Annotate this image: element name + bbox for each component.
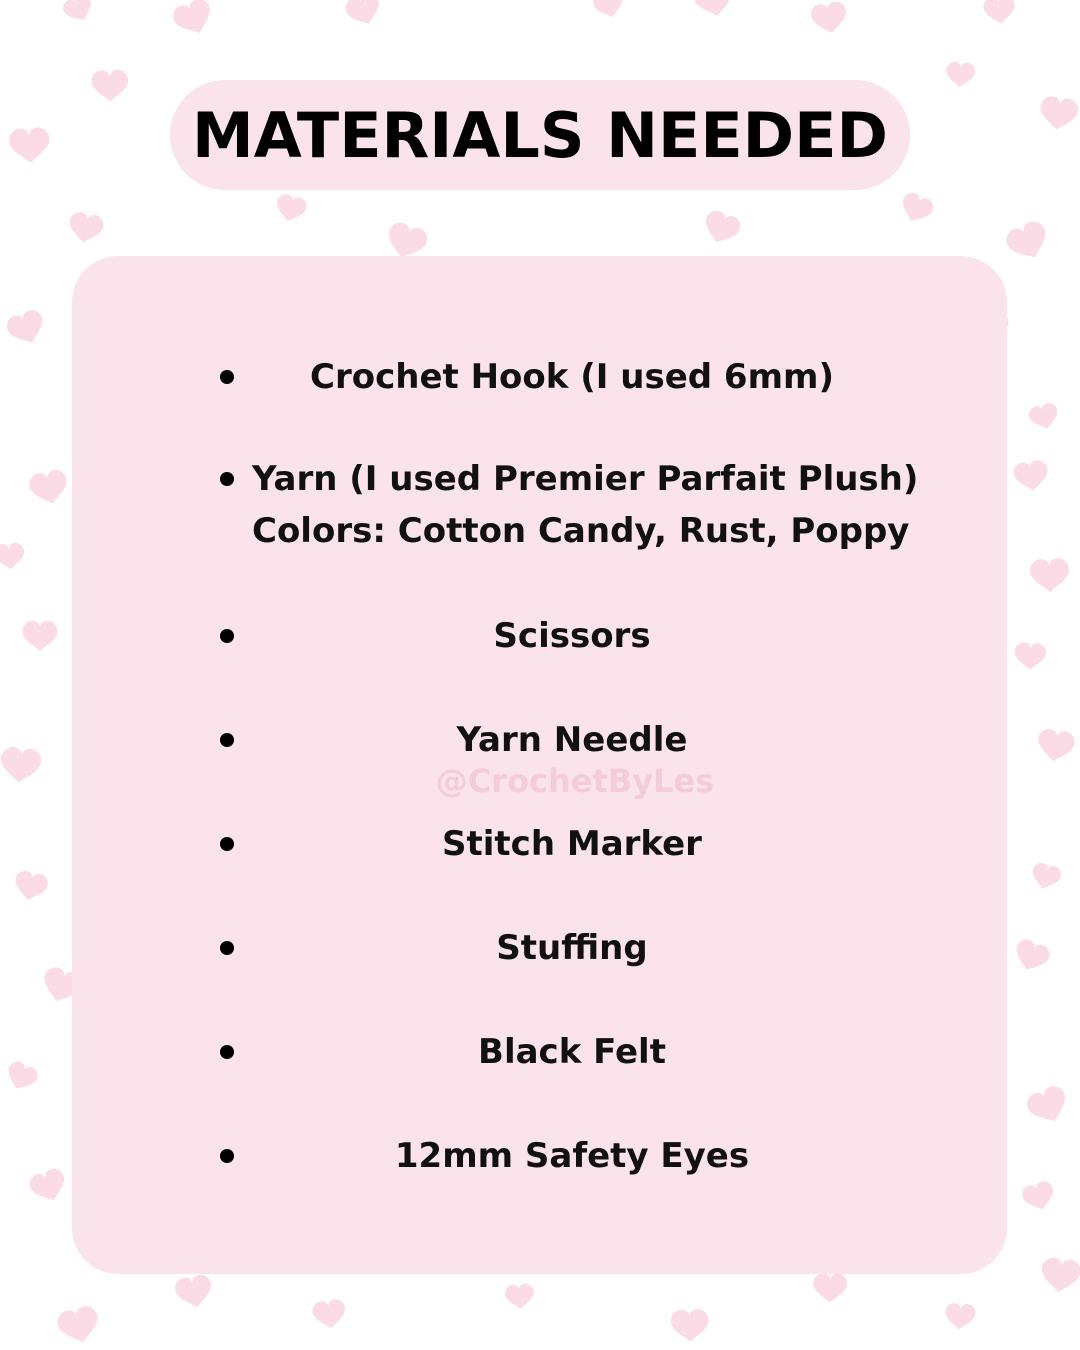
list-item-label: Crochet Hook (I used 6mm) xyxy=(310,357,834,397)
bullet-icon xyxy=(220,941,234,955)
list-item-label: Scissors xyxy=(493,616,651,656)
heart-icon xyxy=(91,70,128,102)
heart-icon xyxy=(343,0,385,30)
bullet-icon xyxy=(220,370,234,384)
heart-icon xyxy=(60,0,97,26)
heart-icon xyxy=(809,0,849,36)
heart-icon xyxy=(982,0,1016,26)
heart-icon xyxy=(700,208,743,248)
page-title: MATERIALS NEEDED xyxy=(192,98,888,172)
heart-icon xyxy=(1010,937,1052,976)
heart-icon xyxy=(1024,1083,1073,1129)
heart-icon xyxy=(1014,642,1047,671)
heart-icon xyxy=(4,307,49,349)
list-item-detail: Colors: Cotton Candy, Rust, Poppy xyxy=(252,511,910,551)
heart-icon xyxy=(691,0,737,20)
bullet-icon xyxy=(220,472,234,486)
heart-icon xyxy=(1029,558,1070,594)
heart-icon xyxy=(1038,95,1080,132)
heart-icon xyxy=(170,0,217,40)
list-item-label: Stuffing xyxy=(496,928,648,968)
heart-icon xyxy=(945,61,976,88)
heart-icon xyxy=(1029,861,1063,892)
heart-icon xyxy=(22,621,57,651)
list-item-label: Stitch Marker xyxy=(442,824,702,864)
list-item-label: Yarn Needle xyxy=(456,720,688,760)
heart-icon xyxy=(813,1273,847,1303)
list-item-text xyxy=(252,453,919,557)
bullet-icon xyxy=(220,733,234,747)
heart-icon xyxy=(670,1309,709,1343)
bullet-icon xyxy=(220,837,234,851)
heart-icon xyxy=(8,127,51,164)
heart-icon xyxy=(273,192,308,224)
list-item-label: 12mm Safety Eyes xyxy=(394,1136,750,1176)
bullet-icon xyxy=(220,629,234,643)
heart-icon xyxy=(1012,459,1050,493)
heart-icon xyxy=(504,1283,535,1310)
bullet-icon xyxy=(220,1045,234,1059)
heart-icon xyxy=(1027,401,1061,432)
heart-icon xyxy=(1035,727,1076,764)
heart-icon xyxy=(1003,218,1054,266)
heart-icon xyxy=(897,190,936,227)
heart-icon xyxy=(27,468,71,508)
heart-icon xyxy=(311,1298,347,1330)
heart-icon xyxy=(1020,1179,1058,1214)
heart-icon xyxy=(1039,1256,1080,1294)
list-item-label: Black Felt xyxy=(478,1032,666,1072)
heart-icon xyxy=(55,1304,103,1347)
bullet-icon xyxy=(220,1149,234,1163)
title-banner xyxy=(170,80,910,190)
heart-icon xyxy=(944,1303,976,1331)
heart-icon xyxy=(0,542,26,571)
heart-icon xyxy=(66,211,105,246)
heart-icon xyxy=(591,0,627,21)
heart-icon xyxy=(2,1059,40,1095)
list-item-label: Yarn (I used Premier Parfait Plush) xyxy=(252,459,919,499)
heart-icon xyxy=(12,869,50,903)
watermark: @CrochetByLes xyxy=(435,762,715,800)
heart-icon xyxy=(27,1166,70,1206)
heart-icon xyxy=(173,1273,215,1311)
